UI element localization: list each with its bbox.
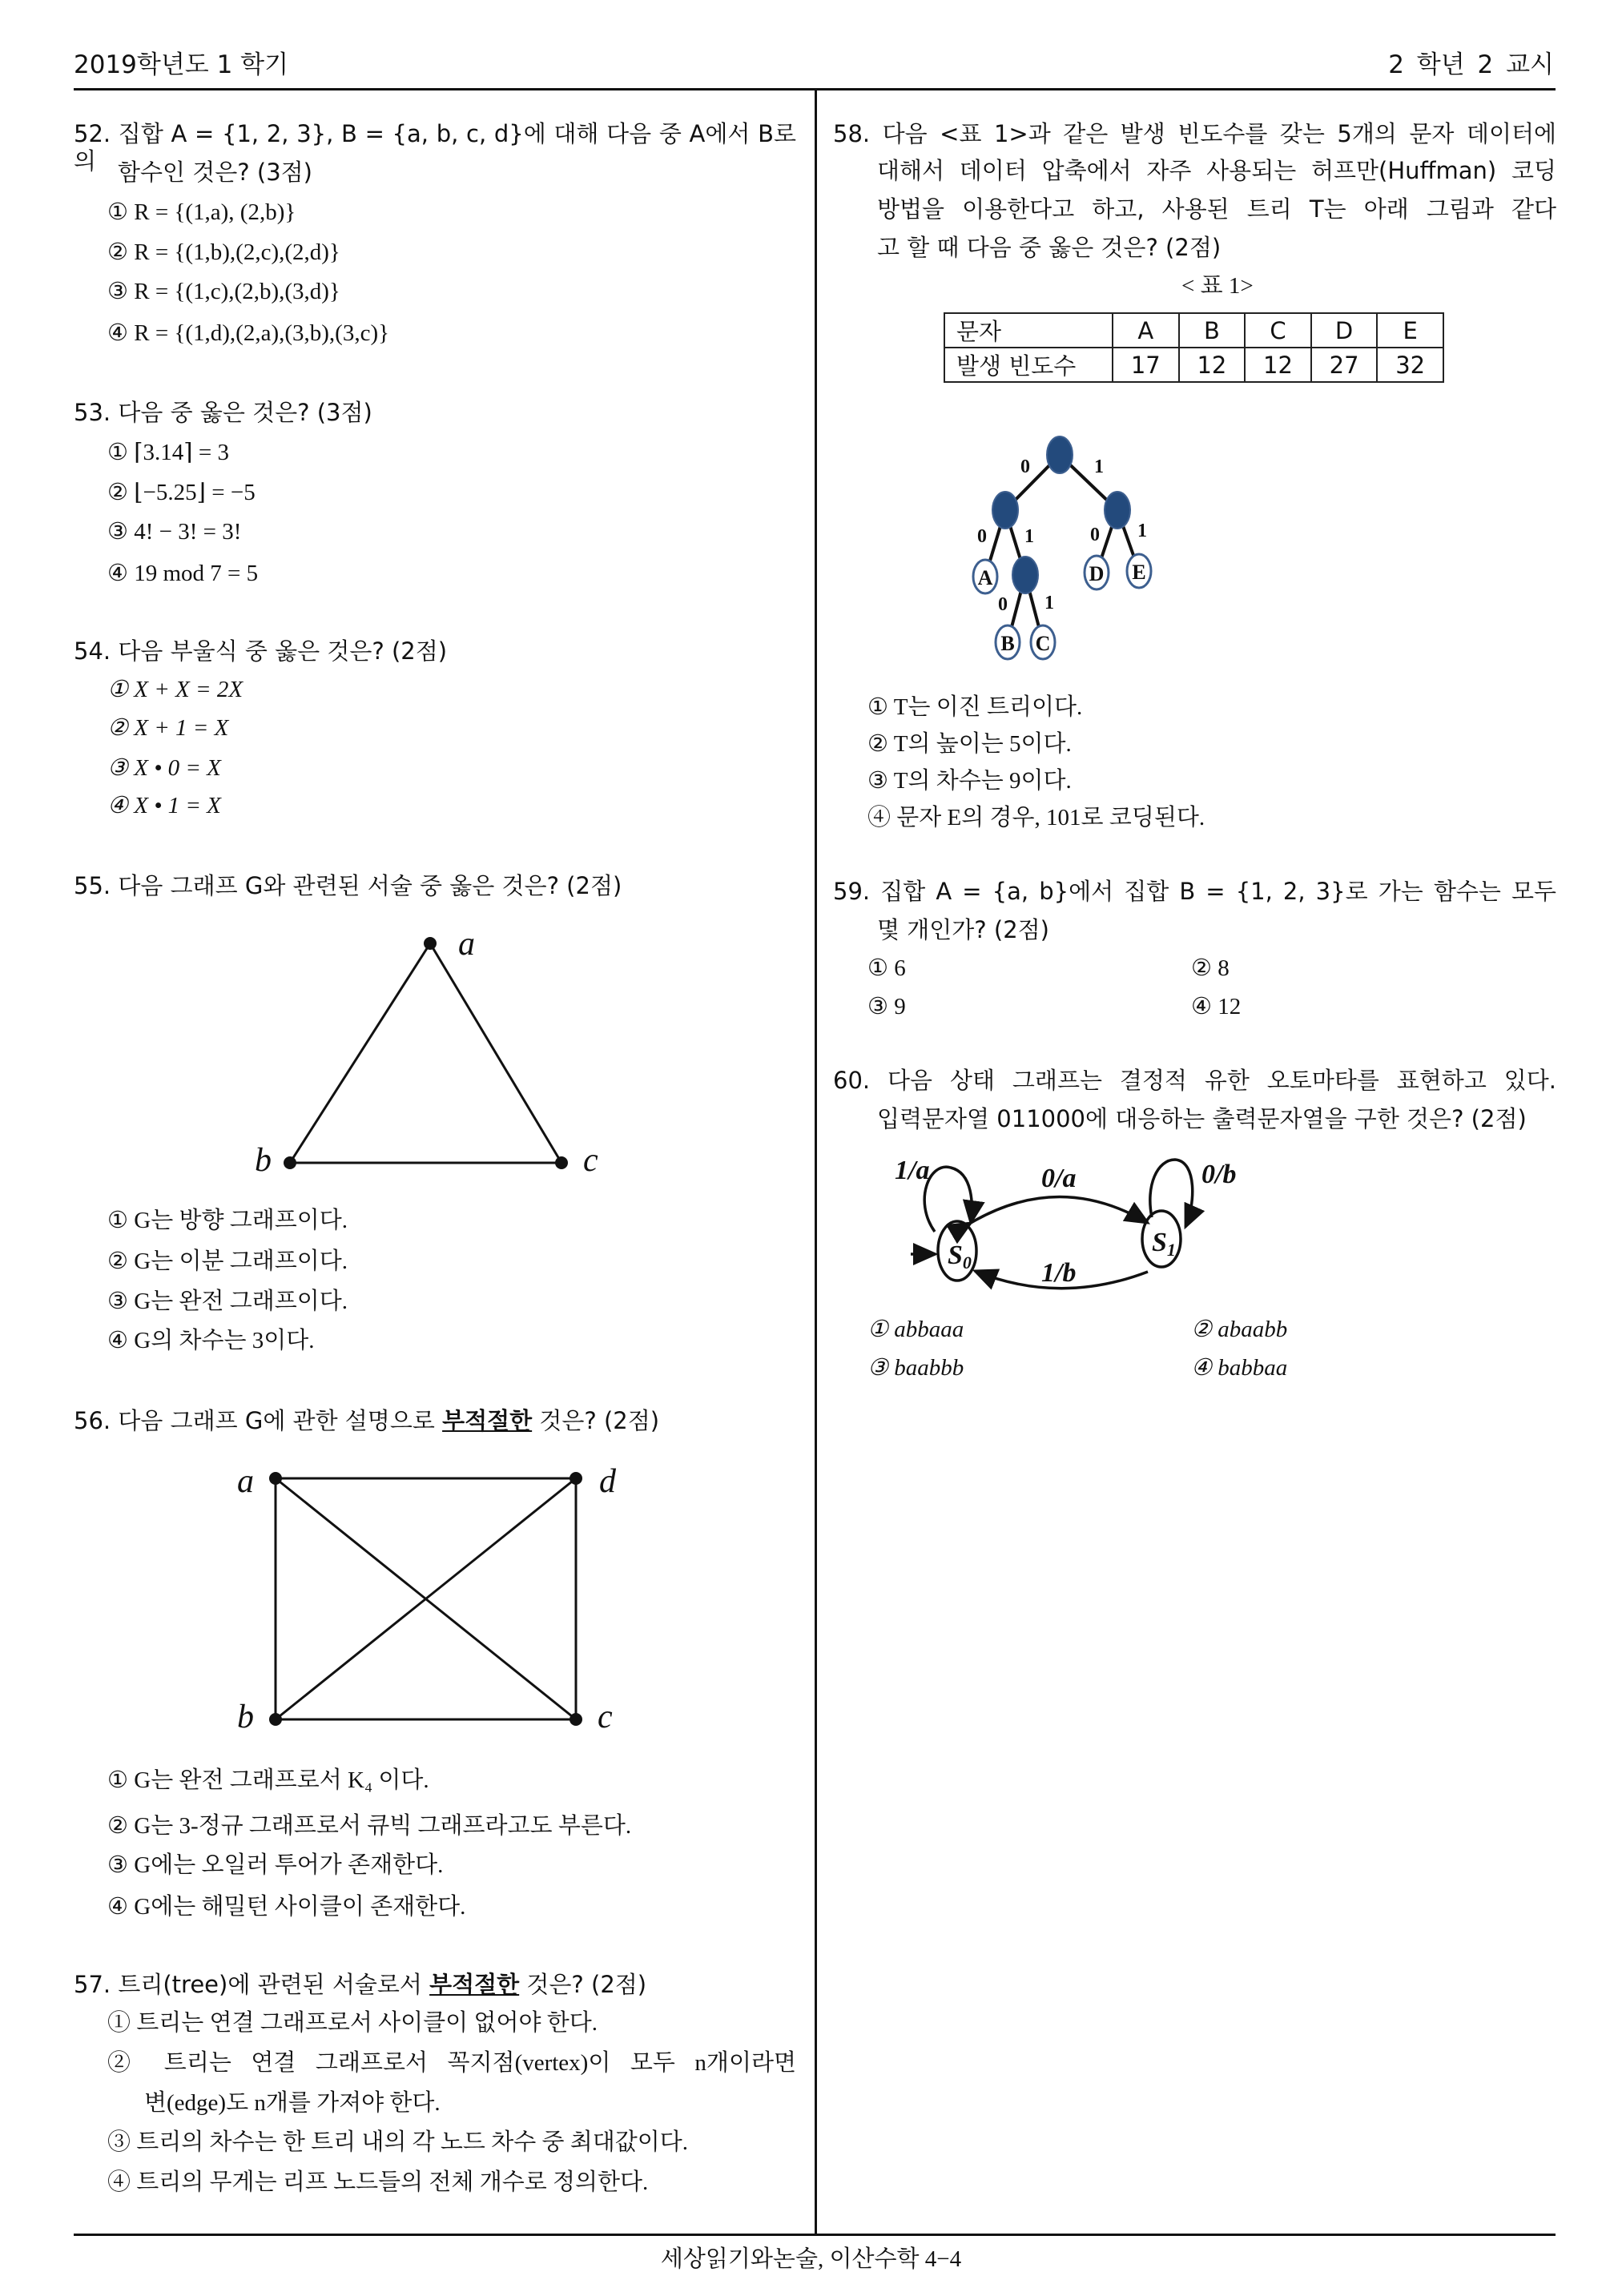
tree-node [992, 492, 1018, 529]
q56-stem: 56. 다음 그래프 G에 관한 설명으로 부적절한 것은? (2점) [74, 1407, 660, 1434]
header-left: 2019학년도 1 학기 [74, 50, 289, 79]
vertex-label: c [598, 1699, 613, 1735]
q59-option-2[interactable]: ② 8 [1191, 955, 1230, 981]
q52-option-2[interactable]: ② R = {(1,b),(2,c),(2,d)} [107, 239, 340, 265]
q60-option-2[interactable]: ② abaabb [1191, 1317, 1288, 1342]
q59-option-1[interactable]: ① 6 [867, 955, 906, 981]
q53-option-3[interactable]: ③ 4! − 3! = 3! [107, 519, 242, 545]
vertex-label: c [583, 1142, 598, 1179]
table-caption: < 표 1> [1181, 273, 1254, 299]
table-row: 발생 빈도수 17 12 12 27 32 [944, 348, 1443, 382]
q56-option-2[interactable]: ② G는 3-정규 그래프로서 큐빅 그래프라고도 부른다. [107, 1813, 632, 1839]
q55-option-1[interactable]: ① G는 방향 그래프이다. [107, 1208, 348, 1233]
q58-stem-2: 대해서 데이터 압축에서 자주 사용되는 허프만(Huffman) 코딩 [877, 157, 1556, 184]
leaf-label: D [1089, 562, 1105, 585]
tree-node [1047, 436, 1073, 473]
q55-option-4[interactable]: ④ G의 차수는 3이다. [107, 1328, 315, 1353]
q55-option-2[interactable]: ② G는 이분 그래프이다. [107, 1249, 348, 1274]
q52-stem: 52. 집합 A = {1, 2, 3}, B = {a, b, c, d}에 대해 다음 중 A에서 B로의 [74, 120, 796, 175]
table-header-row: 문자 A B C D E [944, 313, 1443, 348]
q60-option-1[interactable]: ① abbaaa [867, 1317, 964, 1342]
svg-text:S0: S0 [948, 1240, 972, 1273]
q57-option-2-cont[interactable]: 변(edge)도 n개를 가져야 한다. [144, 2090, 441, 2116]
transition-label: 0/a [1041, 1164, 1077, 1193]
q53-stem: 53. 다음 중 옳은 것은? (3점) [74, 399, 372, 426]
q55-stem: 55. 다음 그래프 G와 관련된 서술 중 옳은 것은? (2점) [74, 872, 622, 899]
q58-option-3[interactable]: ③ T의 차수는 9이다. [867, 768, 1072, 794]
edge-ac [430, 943, 561, 1163]
q57-option-4[interactable]: ④ 트리의 무게는 리프 노드들의 전체 개수로 정의한다. [107, 2169, 649, 2195]
transition-label: 1/a [895, 1156, 930, 1185]
q57-option-2[interactable]: ② 트리는 연결 그래프로서 꼭지점(vertex)이 모두 n개이라면 [107, 2050, 796, 2076]
header-right: 2 학년 2 교시 [1388, 50, 1554, 79]
q59-option-3[interactable]: ③ 9 [867, 994, 906, 1019]
q54-option-3[interactable]: ③ X • 0 = X [107, 755, 221, 781]
q52-option-3[interactable]: ③ R = {(1,c),(2,b),(3,d)} [107, 279, 340, 304]
vertex-label: b [255, 1142, 272, 1179]
q52-stem-2: 함수인 것은? (3점) [118, 159, 312, 186]
q60-stem-2: 입력문자열 011000에 대응하는 출력문자열을 구한 것은? (2점) [877, 1105, 1527, 1132]
leaf-label: C [1035, 632, 1051, 655]
transition-label: 1/b [1041, 1258, 1077, 1288]
edge-label: 1 [1044, 593, 1054, 613]
q58-option-4[interactable]: ④ 문자 E의 경우, 101로 코딩된다. [867, 805, 1205, 830]
tree-node [1012, 557, 1038, 593]
vertex-label: a [458, 926, 475, 963]
q54-option-2[interactable]: ② X + 1 = X [107, 715, 229, 741]
footer-rule [74, 2234, 1556, 2236]
leaf-label: A [977, 566, 993, 589]
q56-option-1[interactable]: ① G는 완전 그래프로서 K₄ 이다. [107, 1767, 429, 1793]
q55-option-3[interactable]: ③ G는 완전 그래프이다. [107, 1289, 348, 1314]
q52-option-1[interactable]: ① R = {(1,a), (2,b)} [107, 199, 296, 225]
q52-option-4[interactable]: ④ R = {(1,d),(2,a),(3,b),(3,c)} [107, 320, 390, 346]
q53-option-4[interactable]: ④ 19 mod 7 = 5 [107, 561, 259, 586]
q56-option-4[interactable]: ④ G에는 해밀턴 사이클이 존재한다. [107, 1894, 466, 1920]
q60-option-4[interactable]: ④ babbaa [1191, 1355, 1288, 1381]
q58-option-1[interactable]: ① T는 이진 트리이다. [867, 694, 1083, 720]
edge-label: 0 [977, 526, 987, 547]
self-loop-s1 [1150, 1160, 1193, 1227]
q54-stem: 54. 다음 부울식 중 옳은 것은? (2점) [74, 637, 448, 665]
huffman-tree [921, 416, 1177, 673]
q59-option-4[interactable]: ④ 12 [1191, 994, 1242, 1019]
q58-option-2[interactable]: ② T의 높이는 5이다. [867, 731, 1072, 757]
transition-0a [971, 1197, 1148, 1224]
leaf-label: B [1000, 632, 1015, 655]
q57-option-3[interactable]: ③ 트리의 차수는 한 트리 내의 각 노드 차수 중 최대값이다. [107, 2129, 689, 2155]
column-divider [815, 90, 817, 2236]
edge-ab [290, 943, 430, 1163]
q58-stem-3: 방법을 이용한다고 하고, 사용된 트리 T는 아래 그림과 같다 [877, 195, 1556, 223]
q55-triangle-graph [0, 0, 801, 1842]
edge-label: 0 [1020, 456, 1030, 477]
q59-stem-2: 몇 개인가? (2점) [877, 916, 1049, 943]
vertex-label: b [237, 1699, 254, 1735]
leaf-label: E [1132, 561, 1146, 584]
frequency-table [944, 312, 1444, 383]
footer: 세상읽기와논술, 이산수학 4−4 [660, 2246, 962, 2272]
edge-label: 1 [1137, 521, 1147, 541]
q58-stem-4: 고 할 때 다음 중 옳은 것은? (2점) [877, 234, 1222, 261]
q60-stem: 60. 다음 상태 그래프는 결정적 유한 오토마타를 표현하고 있다. [833, 1067, 1556, 1094]
svg-text:S1: S1 [1152, 1228, 1176, 1260]
edge-label: 1 [1024, 526, 1034, 547]
vertex-label: a [237, 1463, 254, 1500]
q60-option-3[interactable]: ③ baabbb [867, 1355, 964, 1381]
tree-node [1105, 492, 1130, 529]
state-diagram [881, 1137, 1250, 1313]
q53-option-2[interactable]: ② ⌊−5.25⌋ = −5 [107, 480, 256, 505]
q54-option-4[interactable]: ④ X • 1 = X [107, 793, 221, 818]
q56-option-3[interactable]: ③ G에는 오일러 투어가 존재한다. [107, 1852, 444, 1878]
q59-stem: 59. 집합 A = {a, b}에서 집합 B = {1, 2, 3}로 가는 함수는 모두 [833, 878, 1556, 905]
q58-stem-1: 58. 다음 <표 1>과 같은 발생 빈도수를 갖는 5개의 문자 데이터에 [833, 120, 1556, 147]
q53-option-1[interactable]: ① ⌈3.14⌉ = 3 [107, 440, 229, 465]
edge-label: 0 [1090, 525, 1100, 545]
vertex-label: d [599, 1463, 616, 1500]
q57-stem: 57. 트리(tree)에 관련된 서술로서 부적절한 것은? (2점) [74, 1971, 647, 1998]
edge-label: 1 [1094, 456, 1104, 477]
q54-option-1[interactable]: ① X + X = 2X [107, 677, 244, 702]
transition-label: 0/b [1201, 1160, 1237, 1189]
edge-label: 0 [998, 594, 1008, 615]
q57-option-1[interactable]: ① 트리는 연결 그래프로서 사이클이 없어야 한다. [107, 2010, 598, 2036]
